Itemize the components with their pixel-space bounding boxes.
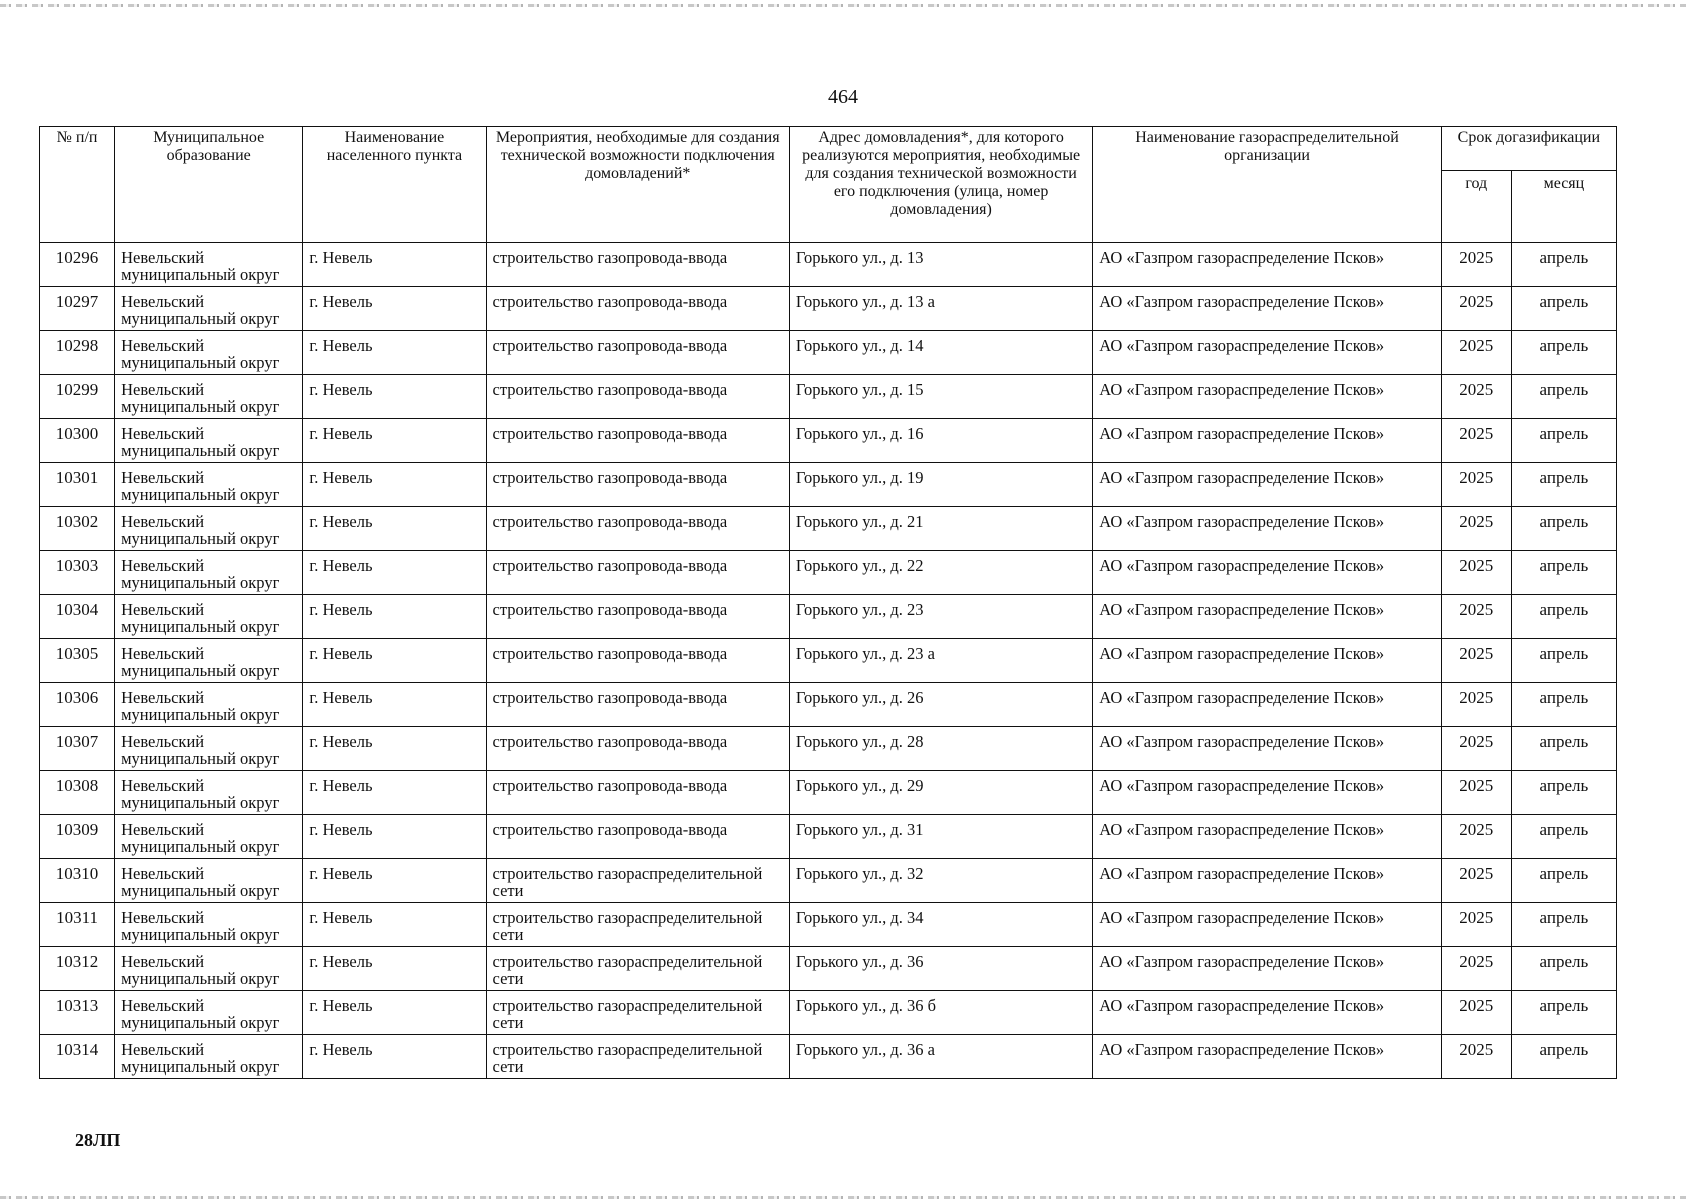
row-number: 10301 (40, 463, 115, 507)
row-number: 10309 (40, 815, 115, 859)
year-cell: 2025 (1441, 463, 1511, 507)
activity-cell: строительство газораспределительной сети (486, 903, 789, 947)
activity-cell: строительство газораспределительной сети (486, 1035, 789, 1079)
year-cell: 2025 (1441, 683, 1511, 727)
year-cell: 2025 (1441, 815, 1511, 859)
table-row (40, 639, 1617, 683)
table-row (40, 331, 1617, 375)
header-municipality: Муниципальное образование (115, 127, 303, 243)
page-number: 464 (828, 86, 858, 108)
address-cell: Горького ул., д. 16 (789, 419, 1092, 463)
row-number: 10310 (40, 859, 115, 903)
activity-cell: строительство газопровода-ввода (486, 375, 789, 419)
activity-cell: строительство газопровода-ввода (486, 551, 789, 595)
table-row (40, 727, 1617, 771)
year-cell: 2025 (1441, 243, 1511, 287)
municipality-cell: Невельский муниципальный округ (115, 1035, 303, 1079)
header-activities: Мероприятия, необходимые для создания технической возможности подключения домовладений* (486, 127, 789, 243)
month-cell: апрель (1511, 727, 1616, 771)
municipality-cell: Невельский муниципальный округ (115, 815, 303, 859)
settlement-cell: г. Невель (303, 595, 486, 639)
year-cell: 2025 (1441, 903, 1511, 947)
month-cell: апрель (1511, 551, 1616, 595)
month-cell: апрель (1511, 331, 1616, 375)
activity-cell: строительство газопровода-ввода (486, 419, 789, 463)
organization-cell: АО «Газпром газораспределение Псков» (1093, 375, 1441, 419)
municipality-cell: Невельский муниципальный округ (115, 507, 303, 551)
settlement-cell: г. Невель (303, 683, 486, 727)
activity-cell: строительство газораспределительной сети (486, 991, 789, 1035)
table-row (40, 287, 1617, 331)
municipality-cell: Невельский муниципальный округ (115, 991, 303, 1035)
organization-cell: АО «Газпром газораспределение Псков» (1093, 991, 1441, 1035)
address-cell: Горького ул., д. 15 (789, 375, 1092, 419)
row-number: 10304 (40, 595, 115, 639)
year-cell: 2025 (1441, 287, 1511, 331)
month-cell: апрель (1511, 947, 1616, 991)
activity-cell: строительство газопровода-ввода (486, 683, 789, 727)
municipality-cell: Невельский муниципальный округ (115, 375, 303, 419)
settlement-cell: г. Невель (303, 375, 486, 419)
organization-cell: АО «Газпром газораспределение Псков» (1093, 463, 1441, 507)
address-cell: Горького ул., д. 13 (789, 243, 1092, 287)
municipality-cell: Невельский муниципальный округ (115, 683, 303, 727)
address-cell: Горького ул., д. 32 (789, 859, 1092, 903)
month-cell: апрель (1511, 243, 1616, 287)
scan-edge-bottom (0, 1196, 1686, 1199)
municipality-cell: Невельский муниципальный округ (115, 463, 303, 507)
table-row (40, 551, 1617, 595)
municipality-cell: Невельский муниципальный округ (115, 419, 303, 463)
settlement-cell: г. Невель (303, 463, 486, 507)
year-cell: 2025 (1441, 551, 1511, 595)
organization-cell: АО «Газпром газораспределение Псков» (1093, 287, 1441, 331)
activity-cell: строительство газораспределительной сети (486, 859, 789, 903)
activity-cell: строительство газопровода-ввода (486, 771, 789, 815)
organization-cell: АО «Газпром газораспределение Псков» (1093, 1035, 1441, 1079)
header-num: № п/п (40, 127, 115, 243)
month-cell: апрель (1511, 595, 1616, 639)
municipality-cell: Невельский муниципальный округ (115, 331, 303, 375)
address-cell: Горького ул., д. 34 (789, 903, 1092, 947)
settlement-cell: г. Невель (303, 243, 486, 287)
row-number: 10314 (40, 1035, 115, 1079)
organization-cell: АО «Газпром газораспределение Псков» (1093, 683, 1441, 727)
address-cell: Горького ул., д. 36 а (789, 1035, 1092, 1079)
organization-cell: АО «Газпром газораспределение Псков» (1093, 595, 1441, 639)
address-cell: Горького ул., д. 21 (789, 507, 1092, 551)
municipality-cell: Невельский муниципальный округ (115, 947, 303, 991)
table-row (40, 507, 1617, 551)
month-cell: апрель (1511, 287, 1616, 331)
year-cell: 2025 (1441, 595, 1511, 639)
footer-code: 28ЛП (75, 1130, 121, 1150)
row-number: 10307 (40, 727, 115, 771)
settlement-cell: г. Невель (303, 771, 486, 815)
activity-cell: строительство газораспределительной сети (486, 947, 789, 991)
row-number: 10300 (40, 419, 115, 463)
activity-cell: строительство газопровода-ввода (486, 639, 789, 683)
month-cell: апрель (1511, 903, 1616, 947)
month-cell: апрель (1511, 771, 1616, 815)
activity-cell: строительство газопровода-ввода (486, 243, 789, 287)
table-row (40, 419, 1617, 463)
month-cell: апрель (1511, 683, 1616, 727)
year-cell: 2025 (1441, 947, 1511, 991)
year-cell: 2025 (1441, 727, 1511, 771)
settlement-cell: г. Невель (303, 507, 486, 551)
table-row (40, 243, 1617, 287)
municipality-cell: Невельский муниципальный округ (115, 903, 303, 947)
settlement-cell: г. Невель (303, 859, 486, 903)
row-number: 10312 (40, 947, 115, 991)
settlement-cell: г. Невель (303, 903, 486, 947)
organization-cell: АО «Газпром газораспределение Псков» (1093, 903, 1441, 947)
row-number: 10313 (40, 991, 115, 1035)
municipality-cell: Невельский муниципальный округ (115, 859, 303, 903)
header-organization: Наименование газораспределительной организации (1093, 127, 1441, 243)
year-cell: 2025 (1441, 859, 1511, 903)
table-row (40, 1035, 1617, 1079)
month-cell: апрель (1511, 859, 1616, 903)
organization-cell: АО «Газпром газораспределение Псков» (1093, 507, 1441, 551)
municipality-cell: Невельский муниципальный округ (115, 727, 303, 771)
year-cell: 2025 (1441, 771, 1511, 815)
row-number: 10311 (40, 903, 115, 947)
table-row (40, 815, 1617, 859)
organization-cell: АО «Газпром газораспределение Псков» (1093, 551, 1441, 595)
organization-cell: АО «Газпром газораспределение Псков» (1093, 639, 1441, 683)
table-body (40, 243, 1617, 1079)
organization-cell: АО «Газпром газораспределение Псков» (1093, 815, 1441, 859)
table-row (40, 991, 1617, 1035)
year-cell: 2025 (1441, 331, 1511, 375)
municipality-cell: Невельский муниципальный округ (115, 287, 303, 331)
header-deadline: Срок догазификации (1441, 127, 1616, 171)
year-cell: 2025 (1441, 419, 1511, 463)
row-number: 10308 (40, 771, 115, 815)
settlement-cell: г. Невель (303, 287, 486, 331)
row-number: 10303 (40, 551, 115, 595)
address-cell: Горького ул., д. 13 а (789, 287, 1092, 331)
municipality-cell: Невельский муниципальный округ (115, 639, 303, 683)
month-cell: апрель (1511, 1035, 1616, 1079)
activity-cell: строительство газопровода-ввода (486, 287, 789, 331)
municipality-cell: Невельский муниципальный округ (115, 551, 303, 595)
settlement-cell: г. Невель (303, 815, 486, 859)
year-cell: 2025 (1441, 375, 1511, 419)
gasification-table (39, 126, 1617, 1079)
row-number: 10305 (40, 639, 115, 683)
settlement-cell: г. Невель (303, 331, 486, 375)
table-row (40, 463, 1617, 507)
address-cell: Горького ул., д. 23 а (789, 639, 1092, 683)
organization-cell: АО «Газпром газораспределение Псков» (1093, 727, 1441, 771)
table-row (40, 595, 1617, 639)
settlement-cell: г. Невель (303, 1035, 486, 1079)
row-number: 10306 (40, 683, 115, 727)
table-row (40, 375, 1617, 419)
activity-cell: строительство газопровода-ввода (486, 507, 789, 551)
municipality-cell: Невельский муниципальный округ (115, 595, 303, 639)
settlement-cell: г. Невель (303, 947, 486, 991)
table-row (40, 947, 1617, 991)
activity-cell: строительство газопровода-ввода (486, 331, 789, 375)
address-cell: Горького ул., д. 23 (789, 595, 1092, 639)
settlement-cell: г. Невель (303, 551, 486, 595)
month-cell: апрель (1511, 507, 1616, 551)
address-cell: Горького ул., д. 28 (789, 727, 1092, 771)
header-address: Адрес домовладения*, для которого реализуются мероприятия, необходимые для создания технической возможности его подключения (улица, номер домовладения) (789, 127, 1092, 243)
activity-cell: строительство газопровода-ввода (486, 595, 789, 639)
header-settlement: Наименование населенного пункта (303, 127, 486, 243)
address-cell: Горького ул., д. 36 (789, 947, 1092, 991)
month-cell: апрель (1511, 463, 1616, 507)
settlement-cell: г. Невель (303, 639, 486, 683)
row-number: 10302 (40, 507, 115, 551)
address-cell: Горького ул., д. 36 б (789, 991, 1092, 1035)
settlement-cell: г. Невель (303, 419, 486, 463)
organization-cell: АО «Газпром газораспределение Псков» (1093, 859, 1441, 903)
activity-cell: строительство газопровода-ввода (486, 815, 789, 859)
activity-cell: строительство газопровода-ввода (486, 727, 789, 771)
year-cell: 2025 (1441, 639, 1511, 683)
settlement-cell: г. Невель (303, 991, 486, 1035)
organization-cell: АО «Газпром газораспределение Псков» (1093, 947, 1441, 991)
municipality-cell: Невельский муниципальный округ (115, 771, 303, 815)
organization-cell: АО «Газпром газораспределение Псков» (1093, 419, 1441, 463)
header-month: месяц (1511, 171, 1616, 243)
table-row (40, 683, 1617, 727)
address-cell: Горького ул., д. 29 (789, 771, 1092, 815)
month-cell: апрель (1511, 419, 1616, 463)
organization-cell: АО «Газпром газораспределение Псков» (1093, 243, 1441, 287)
year-cell: 2025 (1441, 1035, 1511, 1079)
row-number: 10297 (40, 287, 115, 331)
settlement-cell: г. Невель (303, 727, 486, 771)
municipality-cell: Невельский муниципальный округ (115, 243, 303, 287)
year-cell: 2025 (1441, 507, 1511, 551)
organization-cell: АО «Газпром газораспределение Псков» (1093, 771, 1441, 815)
activity-cell: строительство газопровода-ввода (486, 463, 789, 507)
address-cell: Горького ул., д. 26 (789, 683, 1092, 727)
month-cell: апрель (1511, 375, 1616, 419)
table-row (40, 903, 1617, 947)
table-row (40, 859, 1617, 903)
table-header (40, 127, 1617, 243)
year-cell: 2025 (1441, 991, 1511, 1035)
month-cell: апрель (1511, 639, 1616, 683)
address-cell: Горького ул., д. 31 (789, 815, 1092, 859)
row-number: 10299 (40, 375, 115, 419)
row-number: 10298 (40, 331, 115, 375)
row-number: 10296 (40, 243, 115, 287)
month-cell: апрель (1511, 815, 1616, 859)
address-cell: Горького ул., д. 14 (789, 331, 1092, 375)
address-cell: Горького ул., д. 19 (789, 463, 1092, 507)
address-cell: Горького ул., д. 22 (789, 551, 1092, 595)
month-cell: апрель (1511, 991, 1616, 1035)
organization-cell: АО «Газпром газораспределение Псков» (1093, 331, 1441, 375)
scan-edge-top (0, 4, 1686, 7)
table-row (40, 771, 1617, 815)
header-year: год (1441, 171, 1511, 243)
